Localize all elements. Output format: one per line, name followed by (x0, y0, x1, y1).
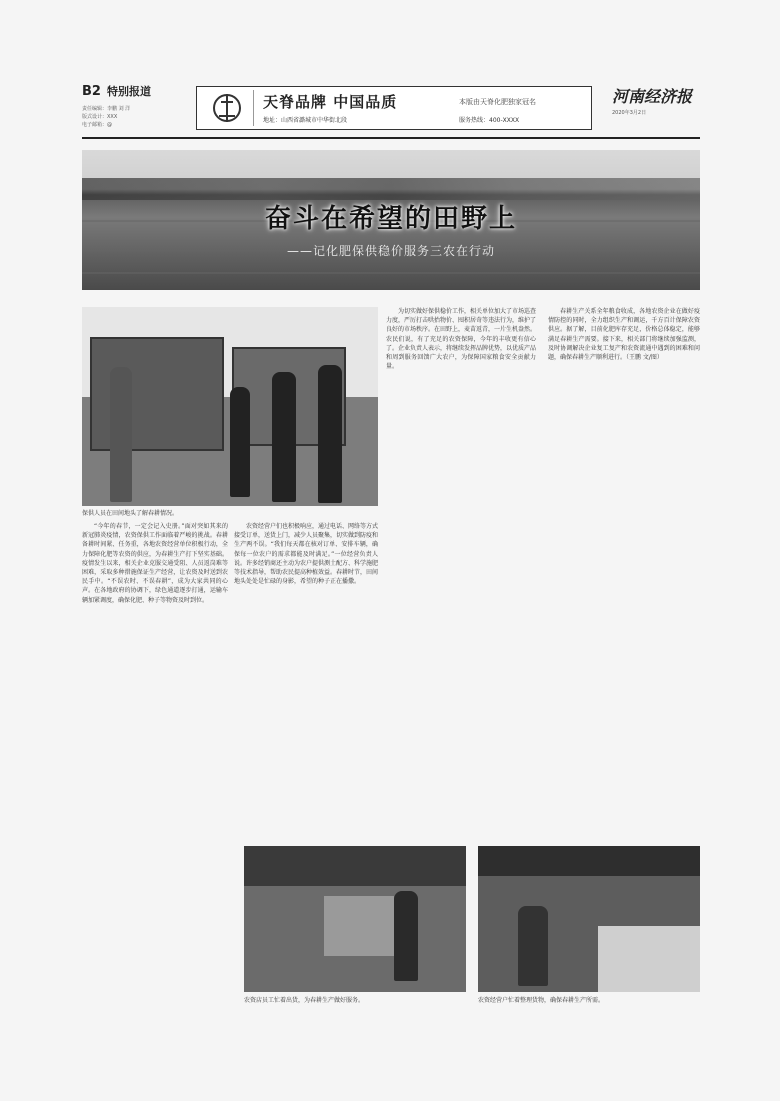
article-text: 农资经营户们也积极响应，通过电话、网络等方式接受订单，送货上门，减少人员聚集，切实做到防疫和生产两不误。“我们每天都在核对订单、安排车辆，确保每一位农户的需求都能及时满足。”一位经营负责人说。许多经销商还主动为农户提供测土配方、科学施肥等技术指导，帮助农民提高种植效益。春耕时节，田间地头处处是忙碌的身影，希望的种子正在播撒。 (234, 523, 378, 586)
subheadline: ——记化肥保供稳价服务三农在行动 (286, 244, 495, 258)
banner-photo (82, 150, 700, 290)
worker-figure (394, 891, 418, 981)
tree-line (82, 178, 700, 200)
ad-hotline: 服务热线：400-XXXX (459, 117, 520, 124)
article-column-2 (234, 522, 378, 840)
person-1 (110, 367, 132, 502)
article-text: 春耕生产关系全年粮食收成，各地农资企业在做好疫情防控的同时，全力组织生产和调运，千方百计保障农资供应。据了解，目前化肥库存充足，价格总体稳定，能够满足春耕生产需要。接下来，相关部门将继续加强监测，及时协调解决企业复工复产和农资流通中遇到的困难和问题，确保春耕生产顺利进行。（王鹏 文/图） (548, 308, 700, 362)
sponsor-ad (196, 86, 592, 130)
photo-trucks (82, 307, 378, 506)
ad-slogan-sub: 本版由天脊化肥独家冠名 (459, 98, 536, 106)
page-header-left (82, 80, 192, 129)
editor-line-1: 责任编辑：李鹏 刘 洋 (82, 106, 131, 112)
photo-store-left (244, 846, 466, 992)
article-text: “今年的春节，一定会记入史册。”面对突如其来的新冠肺炎疫情，农资保供工作面临着严峻的挑战。春耕备耕时间紧、任务重，各地农资经营单位积极行动，全力保障化肥等农资的供应，为春耕生产打下坚实基础。疫情发生以来，相关企业克服交通受阻、人员返岗难等困难，采取多种措施保证生产经营，让农资及时送到农民手中。“不误农时、不误春耕”，成为大家共同的心声。在各地政府的协调下，绿色通道逐步打通，运输车辆加紧调度，确保化肥、种子等物资及时到位。 (82, 523, 228, 604)
masthead (612, 84, 702, 116)
header-rule (82, 137, 700, 139)
headline: 奋斗在希望的田野上 (264, 204, 517, 234)
section-name: 特别报道 (106, 85, 151, 98)
brand-logo-icon (201, 90, 254, 126)
goods-box (324, 896, 394, 956)
issue-date: 2020年3月2日 (612, 110, 647, 116)
ad-address: 地址：山西省潞城市中华街北段 (263, 117, 348, 124)
photo-store-right (478, 846, 700, 992)
shelf-top (478, 846, 700, 876)
fertilizer-bags (598, 926, 700, 992)
article-column-1 (82, 522, 228, 840)
photo-caption-bottom-left: 农资店员工忙着出货，为春耕生产做好服务。 (244, 997, 365, 1004)
page-number: B2 (82, 84, 101, 99)
ad-slogan: 天脊品牌 中国品质 (263, 93, 398, 111)
photo-caption-bottom-right: 农资经营户忙着整理货物，确保春耕生产所需。 (478, 997, 605, 1004)
person-3 (272, 372, 296, 502)
shelf-top (244, 846, 466, 886)
field-furrow (82, 272, 700, 274)
article-column-3 (386, 307, 536, 840)
article-text: 为切实做好保供稳价工作，相关单位加大了市场巡查力度，严厉打击哄抬物价、囤积居奇等违法行为，维护了良好的市场秩序。在田野上，麦苗返青，一片生机盎然。农民们说，有了充足的农资保障，今年的丰收更有信心了。企业负责人表示，将继续发挥品牌优势，以优质产品和周到服务回馈广大农户，为保障国家粮食安全贡献力量。 (386, 308, 536, 371)
editor-line-2: 版式设计：XXX (82, 114, 118, 120)
newspaper-name: 河南经济报 (612, 87, 693, 106)
editor-line-3: 电子邮箱：@ (82, 122, 113, 128)
photo-caption-top: 保供人员在田间地头了解春耕情况。 (82, 510, 179, 517)
person-2 (230, 387, 250, 497)
worker-figure (518, 906, 548, 986)
article-column-4 (548, 307, 700, 840)
person-4 (318, 365, 342, 503)
